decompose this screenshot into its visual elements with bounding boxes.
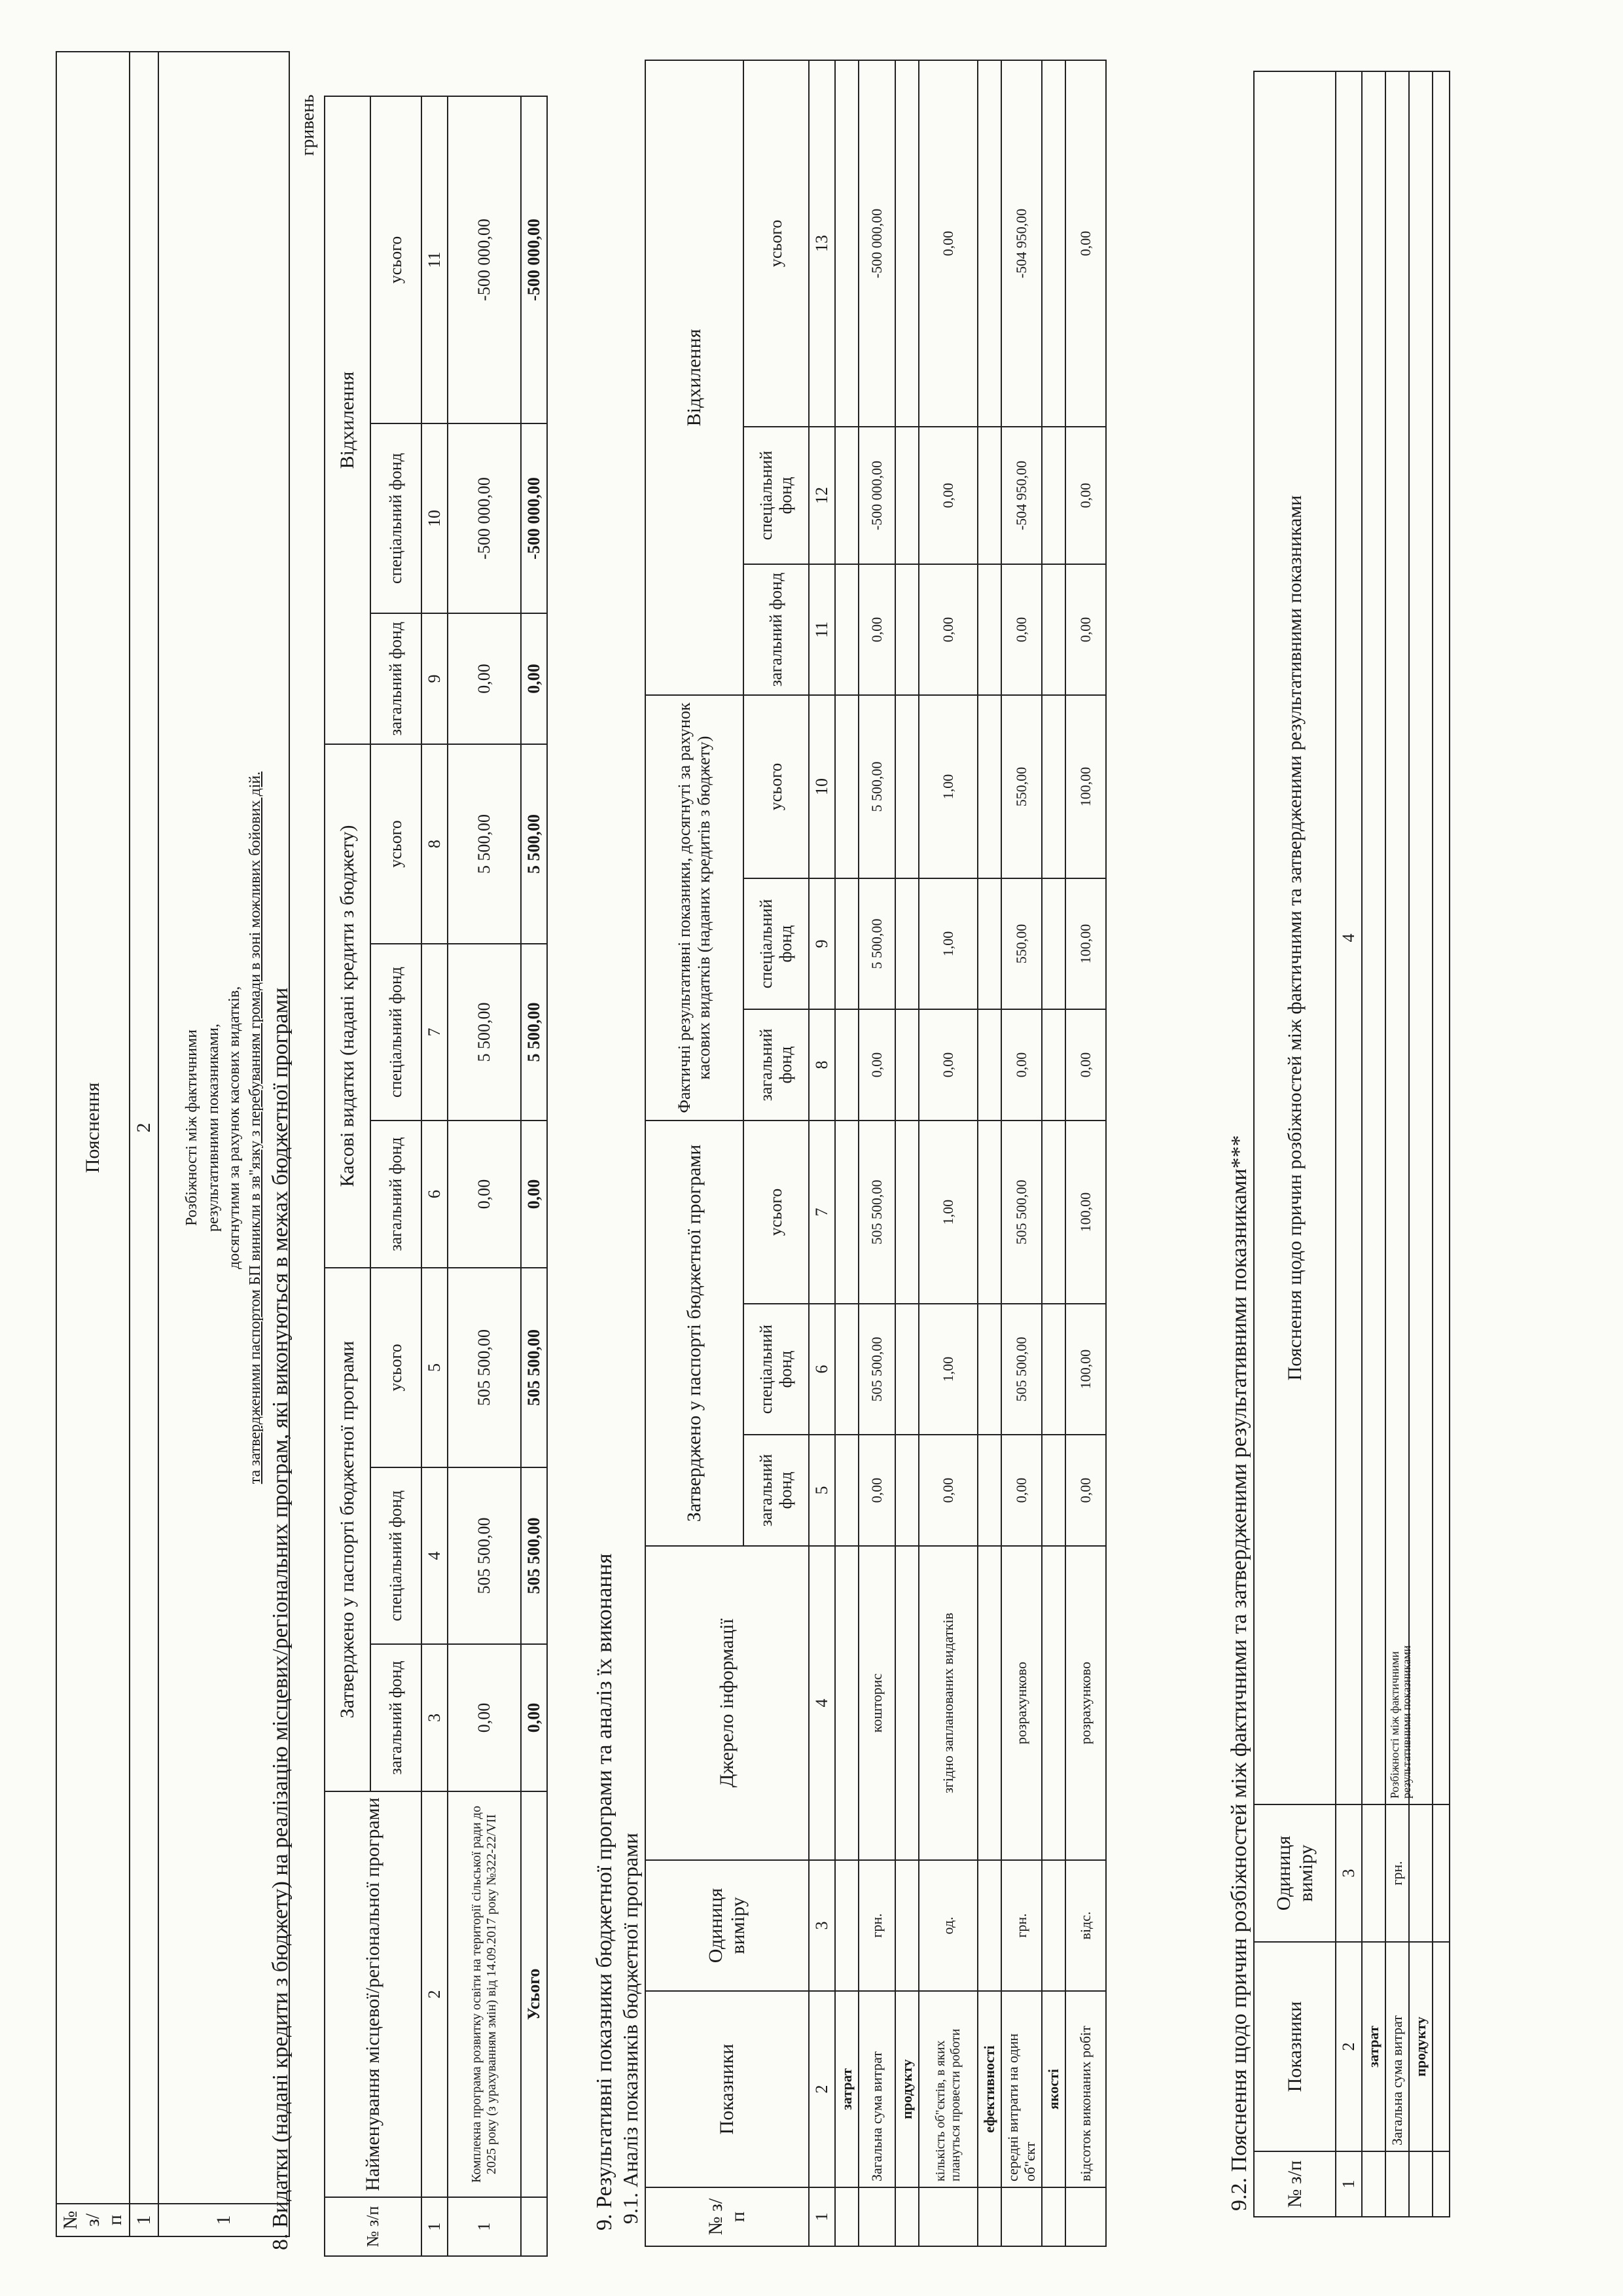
empty-cell bbox=[1362, 1804, 1385, 1942]
special-fund-header: спеціальний фонд bbox=[743, 878, 809, 1009]
total-value: 0,00 bbox=[521, 613, 547, 744]
empty-cell bbox=[978, 1860, 1001, 1991]
col-num-header: № з/п bbox=[325, 2197, 421, 2256]
general-fund-header: загальний фонд bbox=[370, 1121, 421, 1268]
discrepancy-explanation bbox=[1385, 71, 1413, 1804]
empty-cell bbox=[895, 1860, 919, 1991]
cash-expenses-header: Касові видатки (надані кредити з бюджету) bbox=[325, 744, 370, 1268]
total-value: 0,00 bbox=[521, 1121, 547, 1268]
deviation-header: Відхилення bbox=[645, 60, 743, 695]
empty-cell bbox=[835, 1435, 859, 1546]
col-number: 11 bbox=[809, 564, 835, 695]
indicator-group-label: ефективності bbox=[978, 1991, 1001, 2187]
cell-value: 100,00 bbox=[1065, 695, 1106, 878]
cell-value: 505 500,00 bbox=[448, 1467, 521, 1644]
empty-cell bbox=[895, 60, 919, 427]
indicators-analysis-table bbox=[645, 60, 1107, 2247]
indicator-group-row bbox=[1042, 60, 1065, 2246]
cell-value: -500 000,00 bbox=[448, 423, 521, 613]
section-8-title: 8. Видатки (надані кредити з бюджету) на реалізацію місцевих/регіональних програм, які виконуються в межах бюджетної програми bbox=[268, 987, 293, 2250]
cell-value: 0,00 bbox=[919, 564, 978, 695]
indicator-group-row bbox=[835, 60, 859, 2246]
total-value: 5 500,00 bbox=[521, 744, 547, 944]
empty-cell bbox=[978, 2187, 1001, 2246]
empty-cell bbox=[1433, 2151, 1450, 2217]
col-indicators-header: Показники bbox=[1254, 1942, 1336, 2151]
empty-cell bbox=[1042, 60, 1065, 427]
col-number: 2 bbox=[130, 52, 158, 2204]
cell-value: 0,00 bbox=[1001, 1009, 1042, 1121]
empty-cell bbox=[895, 2187, 919, 2246]
approved-header: Затверджено у паспорті бюджетної програми bbox=[325, 1268, 370, 1791]
actual-header: Фактичні результативні показники, досягнуті за рахунок касових видатків (наданих кредитів з бюджету) bbox=[645, 695, 743, 1121]
col-number: 7 bbox=[809, 1121, 835, 1304]
general-fund-header: загальний фонд bbox=[743, 564, 809, 695]
col-number: 1 bbox=[1336, 2151, 1362, 2217]
empty-cell bbox=[1042, 1304, 1065, 1435]
total-label: Усього bbox=[521, 1791, 547, 2197]
indicator-group-label: продукту bbox=[895, 1991, 919, 2187]
empty-cell bbox=[1042, 1009, 1065, 1121]
total-value: 505 500,00 bbox=[521, 1268, 547, 1467]
cell-value: 5 500,00 bbox=[859, 878, 895, 1009]
cell-value: 5 500,00 bbox=[859, 695, 895, 878]
table-row bbox=[1433, 71, 1450, 2217]
cell-value: 550,00 bbox=[1001, 878, 1042, 1009]
cell-value: 0,00 bbox=[448, 1644, 521, 1791]
total-header: усього bbox=[370, 744, 421, 944]
total-value: 5 500,00 bbox=[521, 944, 547, 1121]
empty-cell bbox=[1409, 1804, 1433, 1942]
empty-cell bbox=[978, 1304, 1001, 1435]
row-number: 1 bbox=[158, 2204, 289, 2236]
col-number: 10 bbox=[421, 423, 448, 613]
indicator-unit: грн. bbox=[1385, 1804, 1409, 1942]
cell-value: 0,00 bbox=[1065, 1009, 1106, 1121]
indicator-unit: грн. bbox=[1001, 1860, 1042, 1991]
empty-cell bbox=[978, 1546, 1001, 1860]
cell-value: 1,00 bbox=[919, 878, 978, 1009]
empty-cell bbox=[1042, 878, 1065, 1009]
indicator-group-row bbox=[1362, 71, 1385, 2217]
empty-cell bbox=[835, 695, 859, 878]
col-number: 1 bbox=[130, 2204, 158, 2236]
cell-value: 5 500,00 bbox=[448, 944, 521, 1121]
total-value: -500 000,00 bbox=[521, 96, 547, 423]
special-fund-header: спеціальний фонд bbox=[370, 944, 421, 1121]
cell-value: 0,00 bbox=[919, 1009, 978, 1121]
cell-value: 0,00 bbox=[859, 1435, 895, 1546]
section-9-1-subtitle: 9.1. Аналіз показників бюджетної програми bbox=[618, 1833, 642, 2224]
empty-cell bbox=[1042, 1546, 1065, 1860]
empty-cell bbox=[1409, 71, 1433, 1804]
deviation-header: Відхилення bbox=[325, 96, 370, 744]
col-number: 5 bbox=[421, 1268, 448, 1467]
cell-value: 505 500,00 bbox=[448, 1268, 521, 1467]
col-number: 3 bbox=[421, 1644, 448, 1791]
table-row bbox=[1065, 60, 1106, 2246]
empty-cell bbox=[895, 695, 919, 878]
cell-value: -500 000,00 bbox=[859, 60, 895, 427]
indicator-source: розрахунково bbox=[1065, 1546, 1106, 1860]
col-number: 4 bbox=[1336, 71, 1362, 1804]
indicator-group-row bbox=[895, 60, 919, 2246]
empty-cell bbox=[835, 1860, 859, 1991]
col-number: 7 bbox=[421, 944, 448, 1121]
empty-cell bbox=[835, 1546, 859, 1860]
program-name: Комплекна програма розвитку освіти на території сільської ради до 2025 року (з урахуванням змін) від 14.09.2017 року №322-22/VII bbox=[448, 1791, 521, 2197]
indicator-unit: відс. bbox=[1065, 1860, 1106, 1991]
empty-cell bbox=[1362, 71, 1385, 1804]
empty-cell bbox=[895, 1546, 919, 1860]
col-num-header: № з/п bbox=[1254, 2151, 1336, 2217]
indicator-source: розрахунково bbox=[1001, 1546, 1042, 1860]
col-number: 3 bbox=[1336, 1804, 1362, 1942]
cell-value: 505 500,00 bbox=[1001, 1121, 1042, 1304]
column-numbers-row bbox=[421, 96, 448, 2256]
empty-cell bbox=[1042, 1435, 1065, 1546]
indicator-name: кількість об"єктів, в яких плануться провести роботи bbox=[919, 1991, 978, 2187]
column-numbers-row bbox=[809, 60, 835, 2246]
cell-value: 0,00 bbox=[448, 613, 521, 744]
cell-value: 100,00 bbox=[1065, 1121, 1106, 1304]
cell-value: 0,00 bbox=[1065, 1435, 1106, 1546]
special-fund-header: спеціальний фонд bbox=[370, 1467, 421, 1644]
discrepancy-explanation-table bbox=[1253, 71, 1450, 2217]
col-number: 3 bbox=[809, 1860, 835, 1991]
empty-cell bbox=[1042, 1860, 1065, 1991]
total-header: усього bbox=[743, 60, 809, 427]
section-9-2-title: 9.2. Пояснення щодо причин розбіжностей між фактичними та затвердженими результативними показниками*** bbox=[1227, 1135, 1251, 2211]
empty-cell bbox=[521, 2197, 547, 2256]
col-number: 1 bbox=[421, 2197, 448, 2256]
col-indicators-header: Показники bbox=[645, 1991, 809, 2187]
empty-cell bbox=[978, 60, 1001, 427]
cell-value: 505 500,00 bbox=[1001, 1304, 1042, 1435]
indicator-group-label: затрат bbox=[1362, 1942, 1385, 2151]
empty-cell bbox=[1385, 2151, 1409, 2217]
empty-cell bbox=[1433, 71, 1450, 1804]
indicator-source: згідно запланованих видатків bbox=[919, 1546, 978, 1860]
total-header: усього bbox=[370, 1268, 421, 1467]
local-programs-table bbox=[324, 96, 548, 2257]
table-row bbox=[1001, 60, 1042, 2246]
col-number: 4 bbox=[421, 1467, 448, 1644]
indicator-group-label: затрат bbox=[835, 1991, 859, 2187]
indicator-name: Загальна сума витрат bbox=[1385, 1942, 1409, 2151]
cell-value: -504 950,00 bbox=[1001, 60, 1042, 427]
col-number: 2 bbox=[421, 1791, 448, 2197]
col-number: 8 bbox=[809, 1009, 835, 1121]
empty-cell bbox=[895, 878, 919, 1009]
total-header: усього bbox=[743, 695, 809, 878]
explanation-table bbox=[56, 51, 290, 2237]
cell-value: 0,00 bbox=[1001, 1435, 1042, 1546]
empty-cell bbox=[835, 878, 859, 1009]
general-fund-header: загальний фонд bbox=[743, 1435, 809, 1546]
col-number: 12 bbox=[809, 427, 835, 564]
general-fund-header: загальний фонд bbox=[370, 613, 421, 744]
special-fund-header: спеціальний фонд bbox=[370, 423, 421, 613]
indicator-source: кошторис bbox=[859, 1546, 895, 1860]
empty-cell bbox=[1042, 564, 1065, 695]
col-number: 10 bbox=[809, 695, 835, 878]
cell-value: 1,00 bbox=[919, 1121, 978, 1304]
table-row bbox=[448, 96, 521, 2256]
empty-cell bbox=[835, 1304, 859, 1435]
col-explanation-header: Пояснення bbox=[56, 52, 130, 2204]
empty-cell bbox=[895, 1121, 919, 1304]
empty-cell bbox=[978, 1009, 1001, 1121]
empty-cell bbox=[978, 695, 1001, 878]
empty-cell bbox=[895, 1435, 919, 1546]
cell-value: 0,00 bbox=[919, 60, 978, 427]
empty-cell bbox=[978, 1121, 1001, 1304]
empty-cell bbox=[978, 878, 1001, 1009]
cell-value: -500 000,00 bbox=[859, 427, 895, 564]
cell-value: 0,00 bbox=[859, 1009, 895, 1121]
general-fund-header: загальний фонд bbox=[370, 1644, 421, 1791]
explanation-line: Розбіжності між фактичними bbox=[183, 1029, 201, 1227]
cell-value: 1,00 bbox=[919, 1304, 978, 1435]
table-row bbox=[859, 60, 895, 2246]
cell-value: 550,00 bbox=[1001, 695, 1042, 878]
cell-value: 0,00 bbox=[1065, 564, 1106, 695]
empty-cell bbox=[1042, 695, 1065, 878]
col-num-header: № з/п bbox=[645, 2187, 809, 2246]
cell-value: 0,00 bbox=[1001, 564, 1042, 695]
col-number: 5 bbox=[809, 1435, 835, 1546]
empty-cell bbox=[835, 60, 859, 427]
col-number: 1 bbox=[809, 2187, 835, 2246]
explanation-line: досягнутими за рахунок касових видатків, bbox=[226, 986, 243, 1270]
table-row bbox=[919, 60, 978, 2246]
col-source-header: Джерело інформації bbox=[645, 1546, 809, 1860]
total-header: усього bbox=[743, 1121, 809, 1304]
cell-value: 505 500,00 bbox=[859, 1121, 895, 1304]
empty-cell bbox=[1065, 2187, 1106, 2246]
indicator-unit: грн. bbox=[859, 1860, 895, 1991]
empty-cell bbox=[978, 427, 1001, 564]
section-9-title: 9. Результативні показники бюджетної програми та аналіз їх виконання bbox=[592, 1553, 616, 2231]
cell-value: -500 000,00 bbox=[448, 96, 521, 423]
cell-value: 1,00 bbox=[919, 695, 978, 878]
cell-value: 505 500,00 bbox=[859, 1304, 895, 1435]
col-number: 9 bbox=[809, 878, 835, 1009]
col-unit-header: Одиниця виміру bbox=[645, 1860, 809, 1991]
total-row bbox=[521, 96, 547, 2256]
cell-value: 0,00 bbox=[1065, 427, 1106, 564]
col-explanation-header: Пояснення щодо причин розбіжностей між фактичними та затвердженими результативними показниками bbox=[1254, 71, 1336, 1804]
total-value: -500 000,00 bbox=[521, 423, 547, 613]
empty-cell bbox=[978, 564, 1001, 695]
explanation-line: результативними показниками, bbox=[204, 1024, 222, 1232]
col-unit-header: Одиниця виміру bbox=[1254, 1804, 1336, 1942]
indicator-unit: од. bbox=[919, 1860, 978, 1991]
col-number: 8 bbox=[421, 744, 448, 944]
cell-value: -504 950,00 bbox=[1001, 427, 1042, 564]
empty-cell bbox=[895, 564, 919, 695]
cell-value: 100,00 bbox=[1065, 1304, 1106, 1435]
cell-value: 0,00 bbox=[859, 564, 895, 695]
empty-cell bbox=[895, 427, 919, 564]
empty-cell bbox=[1042, 1121, 1065, 1304]
total-header: усього bbox=[370, 96, 421, 423]
cell-value: 0,00 bbox=[1065, 60, 1106, 427]
total-value: 0,00 bbox=[521, 1644, 547, 1791]
indicator-group-row bbox=[978, 60, 1001, 2246]
empty-cell bbox=[859, 2187, 895, 2246]
empty-cell bbox=[919, 2187, 978, 2246]
empty-cell bbox=[835, 1121, 859, 1304]
empty-cell bbox=[1042, 427, 1065, 564]
empty-cell bbox=[1362, 2151, 1385, 2217]
empty-cell bbox=[895, 1009, 919, 1121]
indicator-name: Загальна сума витрат bbox=[859, 1991, 895, 2187]
row-number: 1 bbox=[448, 2197, 521, 2256]
cell-value: 0,00 bbox=[919, 1435, 978, 1546]
col-number: 6 bbox=[421, 1121, 448, 1268]
empty-cell bbox=[1433, 1942, 1450, 2151]
empty-cell bbox=[1409, 2151, 1433, 2217]
cell-value: 0,00 bbox=[448, 1121, 521, 1268]
table-row bbox=[1385, 71, 1409, 2217]
explanation-line: результативними показниками bbox=[1400, 1645, 1413, 1799]
cell-value: 5 500,00 bbox=[448, 744, 521, 944]
cell-value: 100,00 bbox=[1065, 878, 1106, 1009]
total-value: 505 500,00 bbox=[521, 1467, 547, 1644]
col-program-name-header: Найменування місцевої/регіональної програми bbox=[325, 1791, 421, 2197]
empty-cell bbox=[835, 427, 859, 564]
explanation-line: Розбіжності між фактичними bbox=[1388, 1651, 1401, 1799]
empty-cell bbox=[1042, 2187, 1065, 2246]
empty-cell bbox=[1433, 1804, 1450, 1942]
cell-value: 0,00 bbox=[919, 427, 978, 564]
empty-cell bbox=[978, 1435, 1001, 1546]
general-fund-header: загальний фонд bbox=[743, 1009, 809, 1121]
special-fund-header: спеціальний фонд bbox=[743, 427, 809, 564]
empty-cell bbox=[835, 564, 859, 695]
col-number: 2 bbox=[1336, 1942, 1362, 2151]
col-number: 6 bbox=[809, 1304, 835, 1435]
col-number: 4 bbox=[809, 1546, 835, 1860]
indicator-group-label: продукту bbox=[1409, 1942, 1433, 2151]
empty-cell bbox=[835, 2187, 859, 2246]
explanation-line: та затвердженими паспортом БП виникли в зв"язку з перебуванням громади в зоні можливих бойових дій. bbox=[247, 771, 264, 1484]
empty-cell bbox=[835, 1009, 859, 1121]
indicator-name: відсоток виконаних робіт bbox=[1065, 1991, 1106, 2187]
col-number: 11 bbox=[421, 96, 448, 423]
approved-header: Затверджено у паспорті бюджетної програми bbox=[645, 1121, 743, 1546]
column-numbers-row bbox=[1336, 71, 1362, 2217]
special-fund-header: спеціальний фонд bbox=[743, 1304, 809, 1435]
indicator-name: середні витрати на один об"єкт bbox=[1001, 1991, 1042, 2187]
empty-cell bbox=[1001, 2187, 1042, 2246]
col-number: 2 bbox=[809, 1991, 835, 2187]
currency-unit: гривень bbox=[298, 94, 318, 156]
indicator-group-row bbox=[1409, 71, 1433, 2217]
col-number: 13 bbox=[809, 60, 835, 427]
col-number: 9 bbox=[421, 613, 448, 744]
empty-cell bbox=[895, 1304, 919, 1435]
indicator-group-label: якості bbox=[1042, 1991, 1065, 2187]
col-num-header: № з/п bbox=[56, 2204, 130, 2236]
